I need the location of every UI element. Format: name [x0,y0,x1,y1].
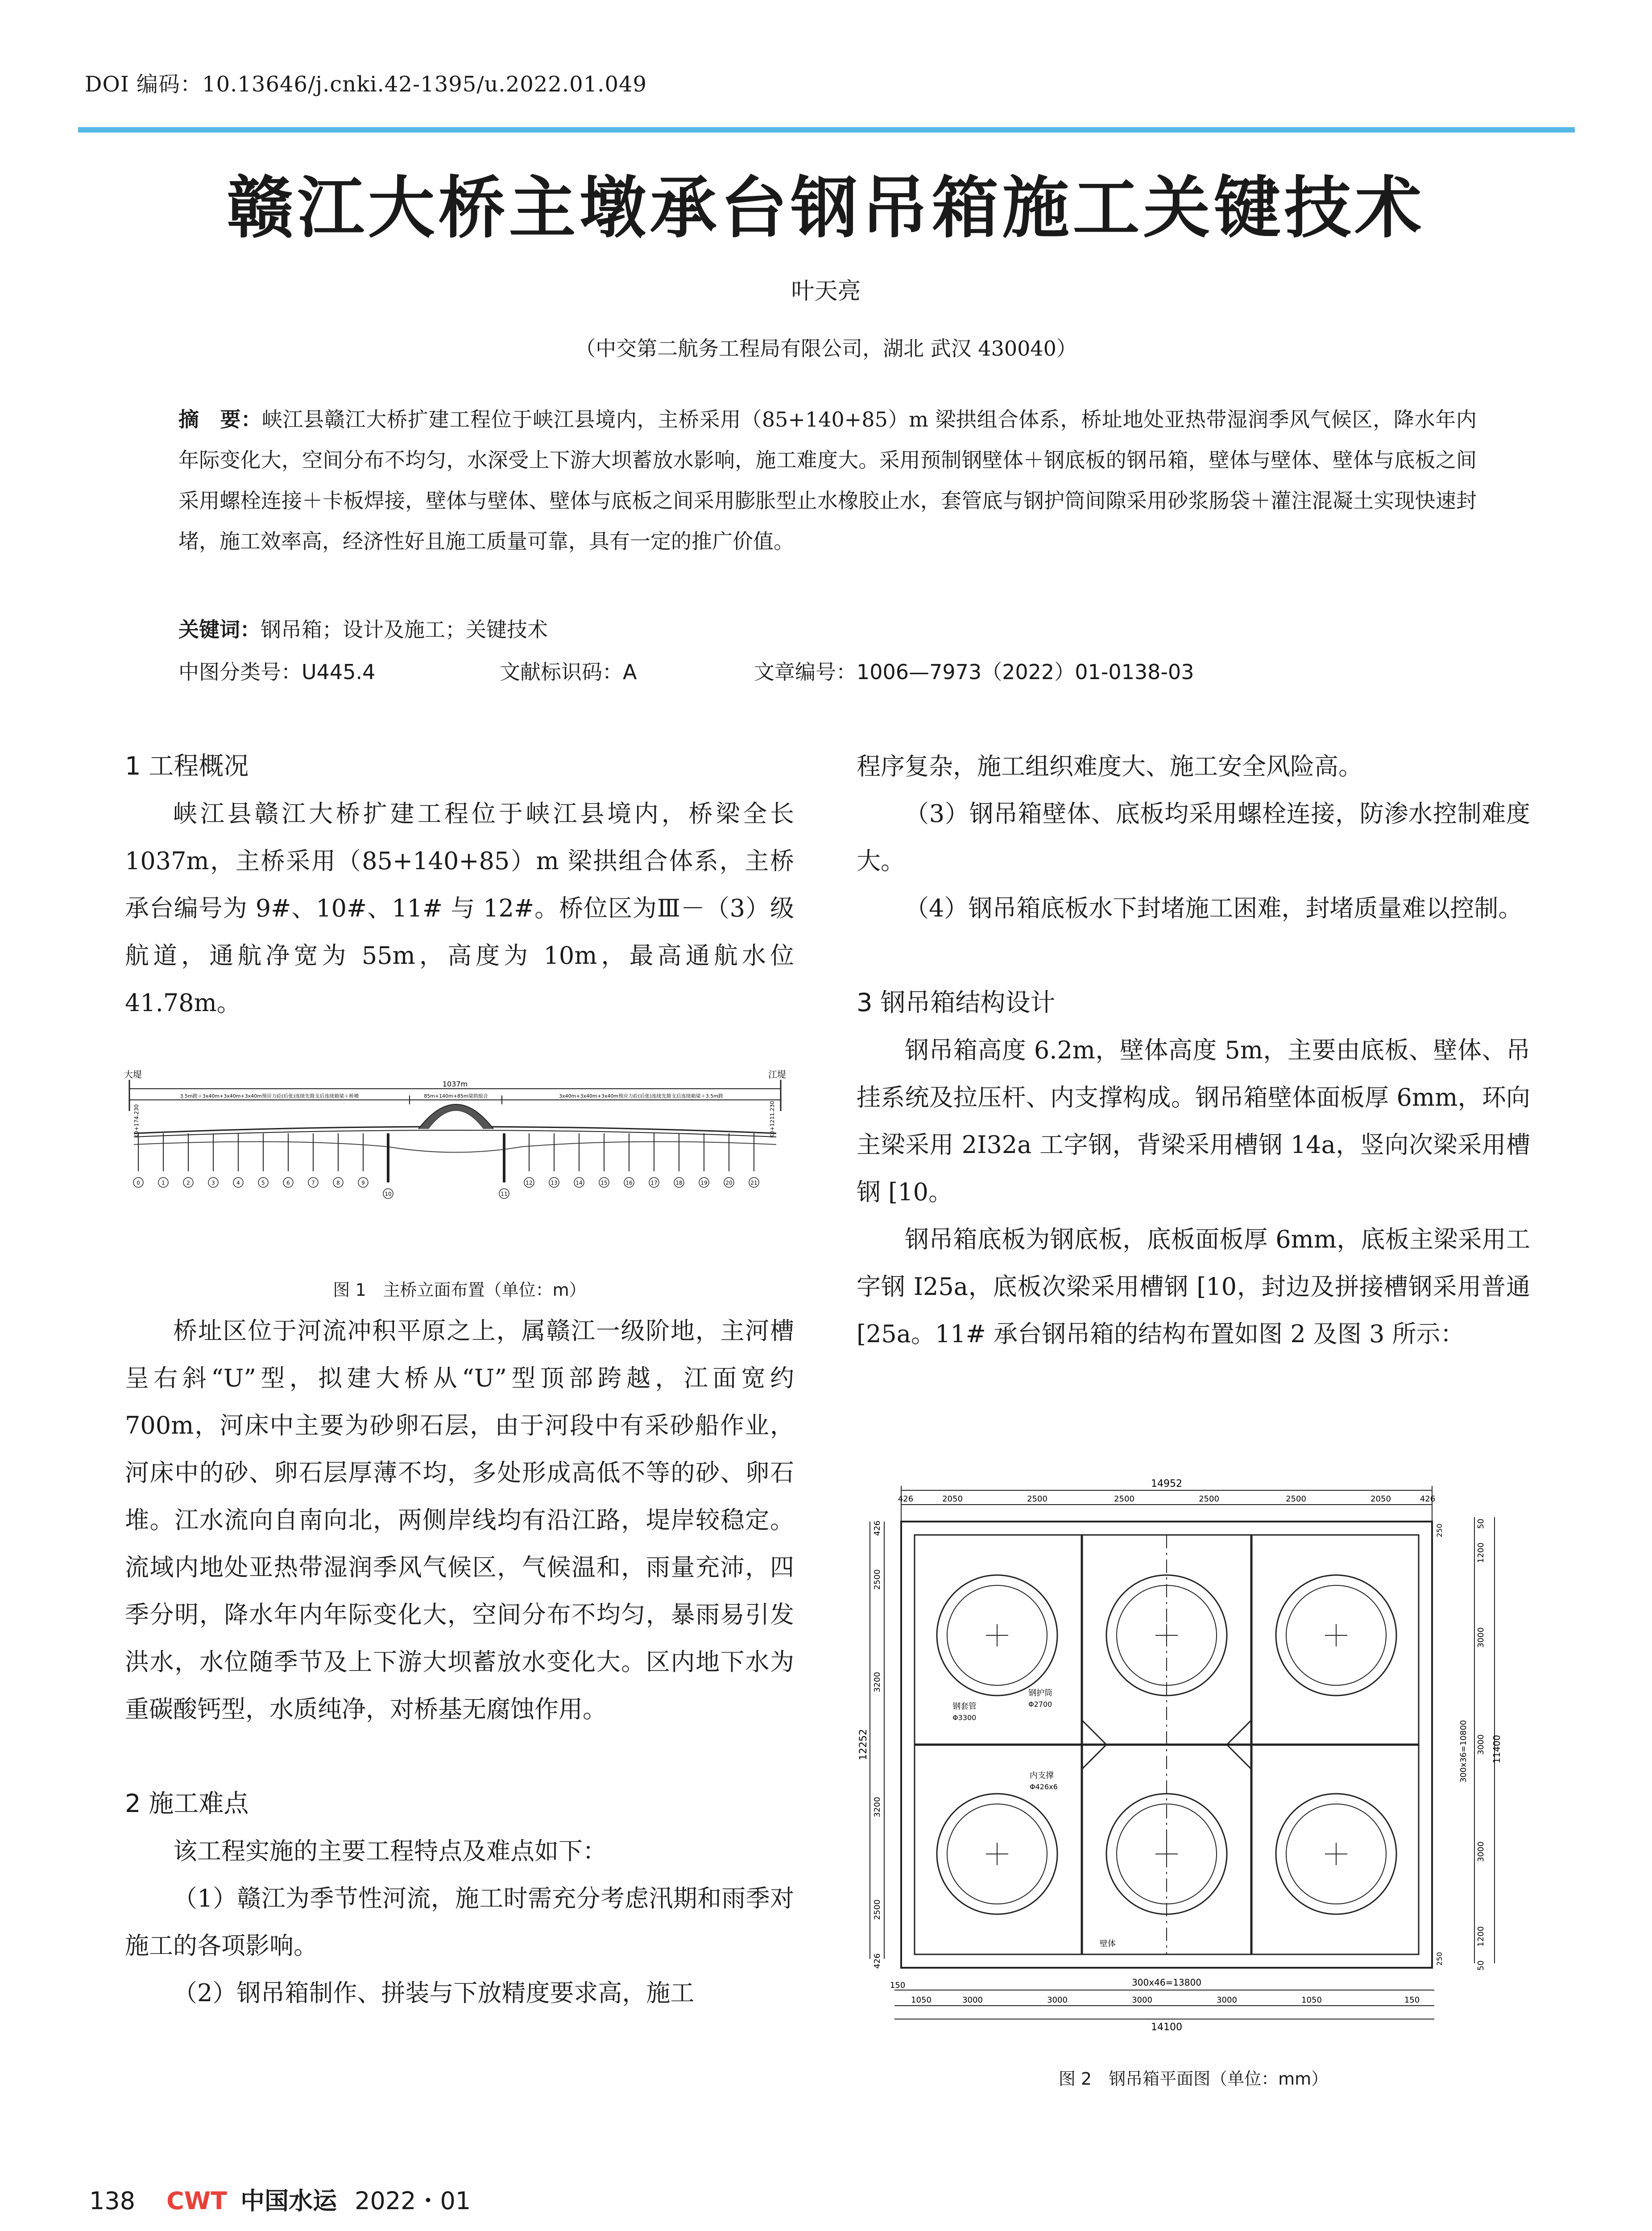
fig1-pier-label: 18 [675,1180,683,1186]
section-1-heading: 1 工程概况 [125,752,249,781]
fig1-pier-label: 2 [186,1180,190,1186]
fig1-pier-label: 15 [600,1180,608,1186]
fig1-left-end: 大堤 [124,1069,142,1080]
fig2-label-casing-dim: Φ3300 [952,1713,977,1722]
fig1-pier-label: 1 [161,1180,165,1186]
section-2-item-4: （4）钢吊箱底板水下封堵施工困难，封堵质量难以控制。 [905,894,1523,922]
fig2-top-dim: 2500 [1286,1494,1306,1504]
section-2-item-3: （3）钢吊箱壁体、底板均采用螺栓连接，防渗水控制难度大。 [857,800,1530,875]
author: 叶天亮 [791,278,861,305]
fig1-pier-label: 17 [650,1180,658,1186]
fig2-right-dim: 1200 [1476,1543,1486,1563]
abstract-text: 峡江县赣江大桥扩建工程位于峡江县境内，主桥采用（85+140+85）m 梁拱组合体系，桥址地处亚热带湿润季风气候区，降水年内年际变化大，空间分布不均匀，水深受上下游大坝蓄放水影响，施工难度大。采用预制钢壁体＋钢底板的钢吊箱，壁体与壁体、壁体与底板之间采用螺栓连接＋卡板焊接，壁体与壁体、壁体与底板之间采用膨胀型止水橡胶止水，套管底与钢护筒间隙采用砂浆肠袋＋灌注混凝土实现快速封堵，施工效率高，经济性好且施工质量可靠，具有一定的推广价值。 [178,407,1477,553]
fig2-bottom-dim: 3000 [1132,1995,1152,2005]
fig2-top-dim: 426 [898,1494,914,1504]
section-2-intro: 该工程实施的主要工程特点及难点如下： [173,1837,607,1865]
section-1-paragraph-1: 峡江县赣江大桥扩建工程位于峡江县境内，桥梁全长 1037m，主桥采用（85+140+85）m 梁拱组合体系，主桥承台编号为 9#、10#、11# 与 12#。桥位区为Ⅲ－（3）级航道，通航净宽为 55m，高度为 10m，最高通航水位 41.78m。 [125,800,794,1017]
fig2-bottom-dim: 1050 [1301,1995,1322,2005]
fig2-label-brace-dim: Φ426x6 [1030,1783,1058,1791]
section-2-item-1: （1）赣江为季节性河流，施工时需充分考虑汛期和雨季对施工的各项影响。 [125,1884,794,1960]
doi-line: DOI 编码：10.13646/j.cnki.42-1395/u.2022.01.049 [85,72,647,97]
page-footer [89,2182,471,2216]
fig2-right-dim: 50 [1476,1518,1486,1529]
figure-2-steel-box-plan [857,1477,1530,2061]
fig2-bottom-dim: 150 [1404,1995,1420,2005]
fig1-pier-label: 19 [700,1180,708,1186]
fig1-pier-label: 21 [750,1180,758,1186]
fig2-label-pile: 钢护筒 [1028,1688,1052,1698]
fig2-label-pile-dim: Φ2700 [1028,1700,1052,1708]
figure-1-bridge-elevation [120,1066,790,1236]
fig2-right-dim: 1200 [1476,1926,1486,1947]
journal-issue: 2022・01 [355,2187,471,2215]
fig2-top-total: 14952 [1151,1478,1182,1489]
section-2-continuation: 程序复杂，施工组织难度大、施工安全风险高。 [857,752,1362,780]
fig2-left-dim: 3200 [873,1797,882,1817]
page-number: 138 [89,2187,136,2215]
fig2-right-dim: 3000 [1476,1841,1486,1862]
keywords-text: 钢吊箱；设计及施工；关键技术 [261,618,548,642]
fig2-top-dim: 2500 [1199,1494,1219,1504]
section-2-heading: 2 施工难点 [125,1789,249,1818]
fig1-pier-label: 6 [286,1180,290,1186]
fig2-bottom-dim: 3000 [1047,1995,1068,2005]
fig2-right-dim: 3000 [1476,1627,1486,1648]
fig1-mid-span: 85m+140m+85m梁拱组合 [424,1093,488,1099]
fig2-left-dim: 426 [873,1520,882,1536]
journal-name: 中国水运 [240,2187,337,2215]
fig2-bottom-inner: 300x46=13800 [1132,1977,1201,1988]
fig1-pier-group [133,1133,759,1198]
fig2-top-dimensions [898,1494,1435,1504]
fig2-top-dim: 426 [1420,1494,1436,1504]
fig1-right-end: 江堤 [768,1069,786,1080]
fig2-right-total-b: 11400 [1491,1735,1502,1763]
doc-code: 文献标识码：A [500,660,637,684]
fig2-left-dim: 2500 [873,1899,882,1920]
fig1-pier-label: 7 [311,1180,315,1186]
fig1-pier-label: 10 [385,1191,392,1197]
fig1-pier-label: 3 [211,1180,215,1186]
fig1-left-span: 3.5m跨＋3x40m+3x40m+3x40m预应力砼(后张)连续先简支后连续箱梁＋桥墩 [180,1093,359,1099]
fig1-left-station: K0+174.230 [133,1104,140,1138]
fig1-pier-label: 5 [261,1180,265,1186]
fig2-right-small-dim: 250 [1435,1523,1444,1538]
section-2-item-2: （2）钢吊箱制作、拼装与下放精度要求高，施工 [173,1979,695,2007]
fig2-left-dimensions [873,1521,882,1969]
fig1-pier-label: 8 [336,1180,340,1186]
abstract-label: 摘 要： [178,407,262,431]
fig1-pier-label: 12 [526,1180,533,1186]
fig2-left-dim: 426 [873,1953,882,1969]
section-1-paragraph-2: 桥址区位于河流冲积平原之上，属赣江一级阶地，主河槽呈右斜“U”型，拟建大桥从“U”型顶部跨越，江面宽约 700m，河床中主要为砂卵石层，由于河段中有采砂船作业，河床中的砂、卵石层厚薄不均，多处形成高低不等的砂、卵石堆。江水流向自南向北，两侧岸线均有沿江路，堤岸较稳定。流域内地处亚热带湿润季风气候区，气候温和，雨量充沛，四季分明，降水年内年际变化大，空间分布不均匀，暴雨易引发洪水，水位随季节及上下游大坝蓄放水变化大。区内地下水为重碳酸钙型，水质纯净，对桥基无腐蚀作用。 [125,1317,794,1723]
header-rule [78,127,1575,133]
article-number: 文章编号：1006—7973（2022）01-0138-03 [754,660,1194,684]
fig2-bottom-dim: 150 [890,1981,906,1990]
fig2-label-brace: 内支撑 [1030,1771,1054,1780]
fig2-right-small-dim: 250 [1435,1952,1444,1966]
fig2-left-total: 12252 [858,1729,869,1760]
journal-brand: CWT [166,2187,228,2215]
fig1-pier-label: 11 [501,1191,508,1197]
clc-number: 中图分类号：U445.4 [178,660,376,684]
fig1-pier-label: 14 [576,1180,583,1186]
fig1-right-station: K0+1211.230 [769,1101,775,1138]
fig1-pier-label: 20 [725,1180,733,1186]
section-3-paragraph-1: 钢吊箱高度 6.2m，壁体高度 5m，主要由底板、壁体、吊挂系统及拉压杆、内支撑构成。钢吊箱壁体面板厚 6mm，环向主梁采用 2I32a 工字钢，背梁采用槽钢 14a，竖向次梁采用槽钢 [10。 [857,1036,1530,1206]
fig2-top-dim: 2050 [1370,1494,1391,1504]
fig2-bottom-total: 14100 [1151,2022,1182,2033]
fig1-pier-label: 9 [361,1180,365,1186]
fig1-pier-label: 13 [551,1180,558,1186]
fig1-pier-label: 16 [625,1180,633,1186]
abstract [178,399,1477,562]
fig2-top-dim: 2500 [1114,1494,1134,1504]
fig1-ground-line [134,1142,776,1153]
paper-title: 赣江大桥主墩承台钢吊箱施工关键技术 [227,169,1425,247]
fig2-label-casing: 钢套管 [952,1702,977,1711]
fig1-right-span: 3x40m+3x40m+3x40m预应力砼(后张)连续先简支后连续箱梁＋3.5m跨 [559,1093,723,1099]
figure-2-caption: 图 2 钢吊箱平面图（单位：mm） [1058,2069,1329,2089]
section-3-heading: 3 钢吊箱结构设计 [857,988,1056,1017]
fig2-bottom-dim: 3000 [1217,1995,1237,2005]
fig2-right-total-a: 300x36=10800 [1459,1720,1468,1783]
fig1-total-length: 1037m [442,1080,468,1088]
fig2-left-dim: 3200 [873,1672,882,1692]
section-3-paragraph-2: 钢吊箱底板为钢底板，底板面板厚 6mm，底板主梁采用工字钢 I25a，底板次梁采用槽钢 [10，封边及拼接槽钢采用普通 [25a。11# 承台钢吊箱的结构布置如图 2 及图 3 所示： [857,1225,1530,1348]
left-column-bottom [125,1307,794,2017]
affiliation: （中交第二航务工程局有限公司，湖北 武汉 430040） [575,336,1077,361]
figure-1-caption: 图 1 主桥立面布置（单位：m） [333,1280,586,1300]
classification [178,656,1194,685]
keywords-label: 关键词： [178,618,261,642]
fig1-pier-label: 0 [137,1180,140,1186]
left-column-top [125,743,794,1027]
fig2-right-dim: 3000 [1476,1734,1486,1755]
fig1-pier-label: 4 [236,1180,240,1186]
fig2-top-dim: 2500 [1027,1494,1048,1504]
keywords [178,614,548,643]
fig2-bottom-dim: 1050 [911,1995,932,2005]
fig2-left-dim: 2500 [873,1569,882,1590]
right-column [857,743,1530,1358]
fig2-label-wall: 壁体 [1100,1939,1116,1949]
fig2-top-dim: 2050 [942,1494,963,1504]
fig2-bottom-dim: 3000 [962,1995,983,2005]
fig2-right-dim: 50 [1476,1960,1486,1971]
